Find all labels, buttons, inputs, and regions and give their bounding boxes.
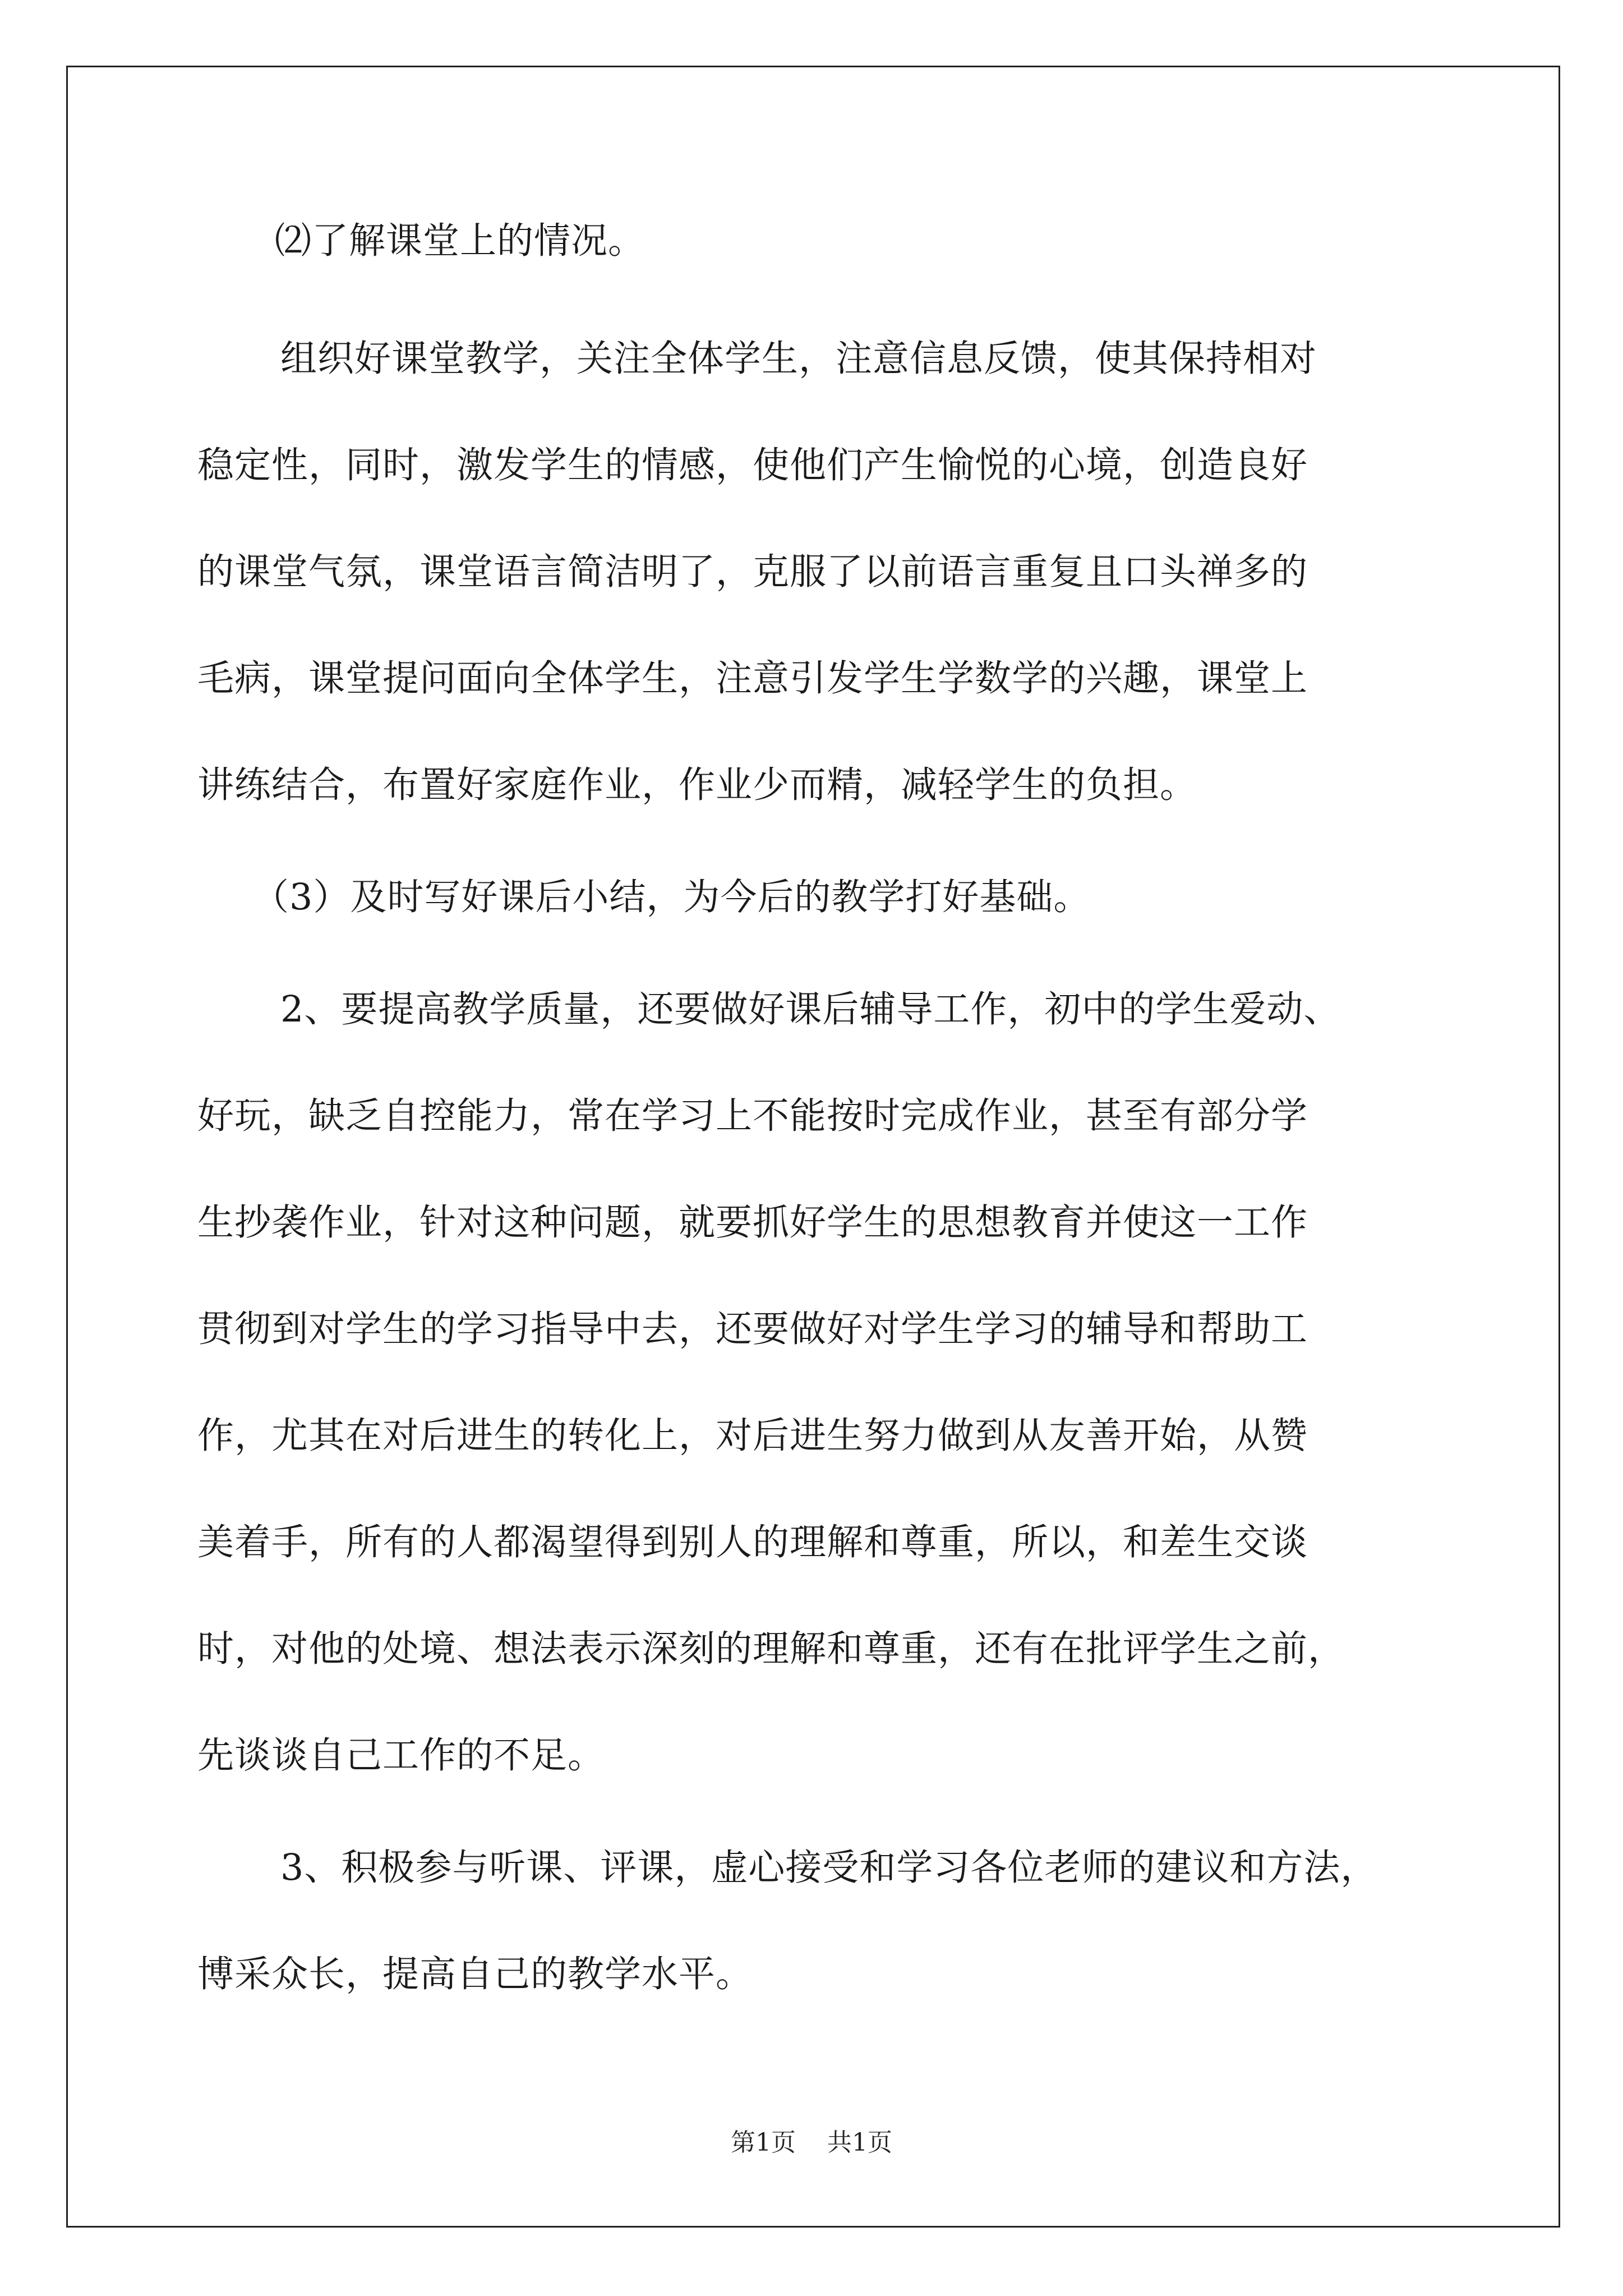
page-footer [0,2127,1623,2159]
paragraph-line: 的课堂气氛，课堂语言简洁明了，克服了以前语言重复且口头禅多的 [197,551,1308,593]
paragraph-line: 组织好课堂教学，关注全体学生，注意信息反馈，使其保持相对 [280,338,1317,380]
page-number: 第1页 [731,2128,796,2157]
paragraph-line: 时，对他的处境、想法表示深刻的理解和尊重，还有在批评学生之前， [197,1628,1345,1670]
paragraph-line: 好玩，缺乏自控能力，常在学习上不能按时完成作业，甚至有部分学 [197,1095,1308,1137]
paragraph-line: 贯彻到对学生的学习指导中去，还要做好对学生学习的辅导和帮助工 [197,1308,1308,1350]
paragraph-line: 生抄袭作业，针对这种问题，就要抓好学生的思想教育并使这一工作 [197,1202,1308,1244]
paragraph-line: ⑵了解课堂上的情况。 [275,220,645,262]
page-border [66,66,1560,2228]
paragraph-line: 稳定性，同时，激发学生的情感，使他们产生愉悦的心境，创造良好 [197,444,1308,486]
paragraph-line: 美着手，所有的人都渴望得到别人的理解和尊重，所以，和差生交谈 [197,1521,1308,1563]
paragraph-line: 博采众长，提高自己的教学水平。 [197,1953,753,1995]
paragraph-line: 先谈谈自己工作的不足。 [197,1734,605,1777]
paragraph-line: 2、要提高教学质量，还要做好课后辅导工作，初中的学生爱动、 [280,988,1341,1030]
paragraph-line: 作，尤其在对后进生的转化上，对后进生努力做到从友善开始，从赞 [197,1415,1308,1457]
paragraph-line: 3、积极参与听课、评课，虚心接受和学习各位老师的建议和方法， [280,1847,1378,1889]
paragraph-line: 毛病，课堂提问面向全体学生，注意引发学生学数学的兴趣，课堂上 [197,657,1308,700]
paragraph-line: 讲练结合，布置好家庭作业，作业少而精，减轻学生的负担。 [197,764,1197,806]
page-total: 共1页 [827,2128,892,2157]
paragraph-line: （3）及时写好课后小结，为今后的教学打好基础。 [252,876,1091,918]
